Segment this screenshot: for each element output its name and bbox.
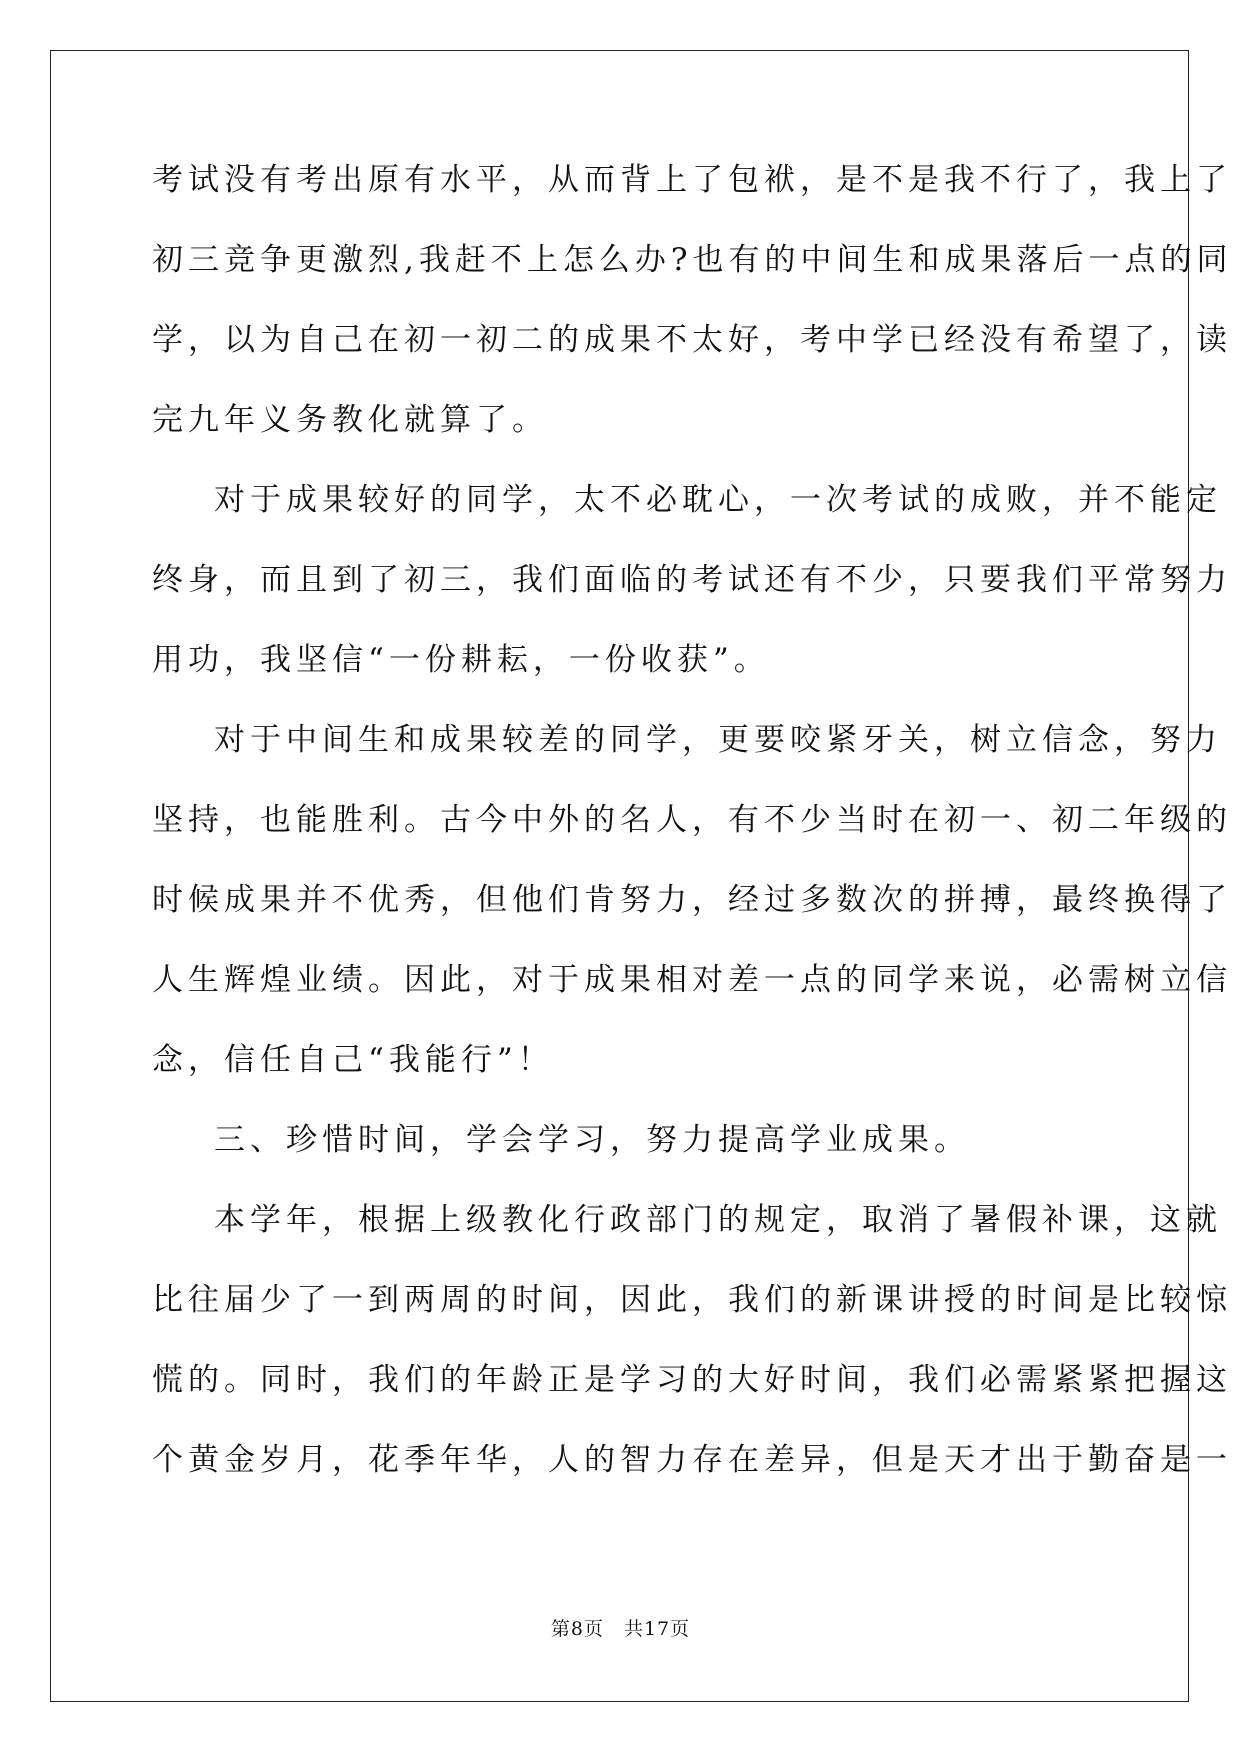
text-line-5: 对于成果较好的同学，太不必耽心，一次考试的成败，并不能定 <box>214 482 1222 518</box>
text-line-4: 完九年义务教化就算了。 <box>152 402 548 438</box>
text-line-1: 考试没有考出原有水平，从而背上了包袱，是不是我不行了，我上了 <box>152 162 1232 198</box>
text-line-17: 个黄金岁月，花季年华，人的智力存在差异，但是天才出于勤奋是一 <box>152 1442 1232 1478</box>
text-line-13: 三、珍惜时间，学会学习，努力提高学业成果。 <box>214 1122 970 1158</box>
page-number-footer: 第8页 共17页 <box>550 1618 691 1640</box>
text-line-15: 比往届少了一到两周的时间，因此，我们的新课讲授的时间是比较惊 <box>152 1282 1232 1318</box>
document-body <box>152 155 1233 1515</box>
text-line-11: 人生辉煌业绩。因此，对于成果相对差一点的同学来说，必需树立信 <box>152 962 1232 998</box>
text-line-8: 对于中间生和成果较差的同学，更要咬紧牙关，树立信念，努力 <box>214 722 1222 758</box>
text-line-16: 慌的。同时，我们的年龄正是学习的大好时间，我们必需紧紧把握这 <box>152 1362 1232 1398</box>
text-line-7: 用功，我坚信“一份耕耘，一份收获”。 <box>152 642 770 678</box>
text-line-2: 初三竞争更激烈,我赶不上怎么办?也有的中间生和成果落后一点的同 <box>152 242 1233 278</box>
text-line-3: 学，以为自己在初一初二的成果不太好，考中学已经没有希望了，读 <box>152 322 1232 358</box>
text-line-14: 本学年，根据上级教化行政部门的规定，取消了暑假补课，这就 <box>214 1202 1222 1238</box>
text-line-10: 时候成果并不优秀，但他们肯努力，经过多数次的拼搏，最终换得了 <box>152 882 1232 918</box>
text-line-12: 念，信任自己“我能行”！ <box>152 1042 554 1078</box>
text-line-9: 坚持，也能胜利。古今中外的名人，有不少当时在初一、初二年级的 <box>152 802 1232 838</box>
text-line-6: 终身，而且到了初三，我们面临的考试还有不少，只要我们平常努力 <box>152 562 1232 598</box>
